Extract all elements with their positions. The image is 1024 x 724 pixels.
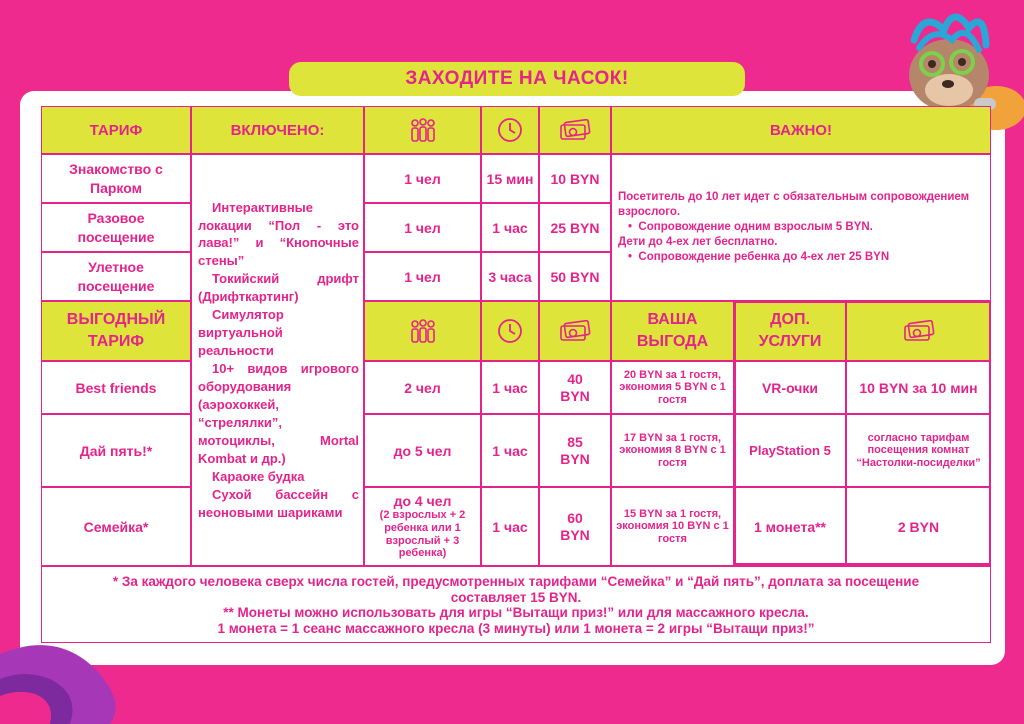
important-bullet: • Сопровождение ребенка до 4-ех лет 25 BYN [628, 251, 890, 264]
important-line: Посетитель до 10 лет идет с обязательным сопровождением взрослого. [618, 190, 970, 218]
included-item: Караоке будка [212, 468, 305, 484]
decorative-swirl-image [0, 634, 140, 724]
included-item: Токийский дрифт (Дрифткартинг) [198, 271, 359, 305]
footnote: * За каждого человека сверх числа гостей, предусмотренных тарифами “Семейка” и “Дай пять”, доплата за посещение составляет 15 BYN. [112, 574, 920, 605]
header-important: ВАЖНО! [611, 106, 991, 154]
benefit-people-count: до 4 чел [393, 493, 452, 510]
tariff-people: 1 чел [364, 252, 481, 301]
benefit-people: до 5 чел [364, 414, 481, 487]
benefit-time: 1 час [481, 414, 539, 487]
included-item: Сухой бассейн с неоновыми шариками [198, 486, 359, 520]
extra-service-price: 10 BYN за 10 мин [846, 361, 991, 414]
header-extra-services: ДОП. УСЛУГИ [734, 301, 846, 361]
header-tariff: ТАРИФ [41, 106, 191, 154]
benefit-price: 40 BYN [539, 361, 611, 414]
tariff-name: Знакомство с Парком [41, 154, 191, 203]
benefit-people-note: (2 взрослых + 2 ребенка или 1 взрослый + 3 ребенка) [379, 509, 466, 560]
tariff-price: 50 BYN [539, 252, 611, 301]
benefit-tariff-name: Best friends [41, 361, 191, 414]
benefit-people: 2 чел [364, 361, 481, 414]
tariff-time: 3 часа [481, 252, 539, 301]
tariff-people: 1 чел [364, 154, 481, 203]
header-included: ВКЛЮЧЕНО: [191, 106, 364, 154]
header-benefit-time [481, 301, 539, 361]
footnotes [41, 566, 991, 643]
header-savings: ВАША ВЫГОДА [611, 301, 734, 361]
benefit-savings: 20 BYN за 1 гостя, экономия 5 BYN с 1 гостя [611, 361, 734, 414]
footnote: 1 монета = 1 сеанс массажного кресла (3 минуты) или 1 монета = 2 игры “Вытащи приз!” [217, 620, 815, 636]
benefit-people [364, 487, 481, 566]
tariff-name: Разовое посещение [41, 203, 191, 252]
extra-service-name: PlayStation 5 [734, 414, 846, 487]
header-time [481, 106, 539, 154]
header-extra-price [846, 301, 991, 361]
footnote: ** Монеты можно использовать для игры “Вытащи приз!” или для массажного кресла. [223, 605, 809, 621]
tariff-time: 1 час [481, 203, 539, 252]
benefit-savings: 17 BYN за 1 гостя, экономия 8 BYN с 1 гостя [611, 414, 734, 487]
money-icon [559, 320, 591, 342]
header-benefit-people [364, 301, 481, 361]
benefit-time: 1 час [481, 487, 539, 566]
header-benefit-price [539, 301, 611, 361]
header-people [364, 106, 481, 154]
tariff-name: Улетное посещение [41, 252, 191, 301]
tariff-price: 10 BYN [539, 154, 611, 203]
header-price [539, 106, 611, 154]
included-item: 10+ видов игрового оборудования (аэрохоккей, “стрелялки”, мотоциклы, Mortal Kombat и др.) [198, 361, 359, 466]
included-list [191, 154, 364, 566]
benefit-price: 60 BYN [539, 487, 611, 566]
extra-service-name: 1 монета** [734, 487, 846, 566]
extra-service-name: VR-очки [734, 361, 846, 414]
extra-service-price: согласно тарифам посещения комнат “Настолки-посиделки” [846, 414, 991, 487]
people-icon [409, 117, 437, 143]
tariff-time: 15 мин [481, 154, 539, 203]
important-line: Дети до 4-ех лет бесплатно. [618, 236, 778, 249]
clock-icon [497, 117, 523, 143]
included-item: Симулятор виртуальной реальности [198, 307, 284, 359]
clock-icon [497, 318, 523, 344]
benefit-savings: 15 BYN за 1 гостя, экономия 10 BYN с 1 гостя [611, 487, 734, 566]
page-title: ЗАХОДИТЕ НА ЧАСОК! [405, 68, 629, 89]
included-item: Интерактивные локации “Пол - это лава!” и “Кнопочные стены” [198, 199, 359, 269]
header-benefit-tariff: ВЫГОДНЫЙ ТАРИФ [41, 301, 191, 361]
money-icon [559, 119, 591, 141]
benefit-time: 1 час [481, 361, 539, 414]
important-bullet: • Сопровождение одним взрослым 5 BYN. [628, 220, 873, 233]
people-icon [409, 318, 437, 344]
benefit-tariff-name: Семейка* [41, 487, 191, 566]
title-banner [289, 62, 745, 96]
money-icon [903, 320, 935, 342]
tariff-price: 25 BYN [539, 203, 611, 252]
benefit-price: 85 BYN [539, 414, 611, 487]
important-notes [611, 154, 991, 301]
benefit-tariff-name: Дай пять!* [41, 414, 191, 487]
extra-service-price: 2 BYN [846, 487, 991, 566]
tariff-people: 1 чел [364, 203, 481, 252]
